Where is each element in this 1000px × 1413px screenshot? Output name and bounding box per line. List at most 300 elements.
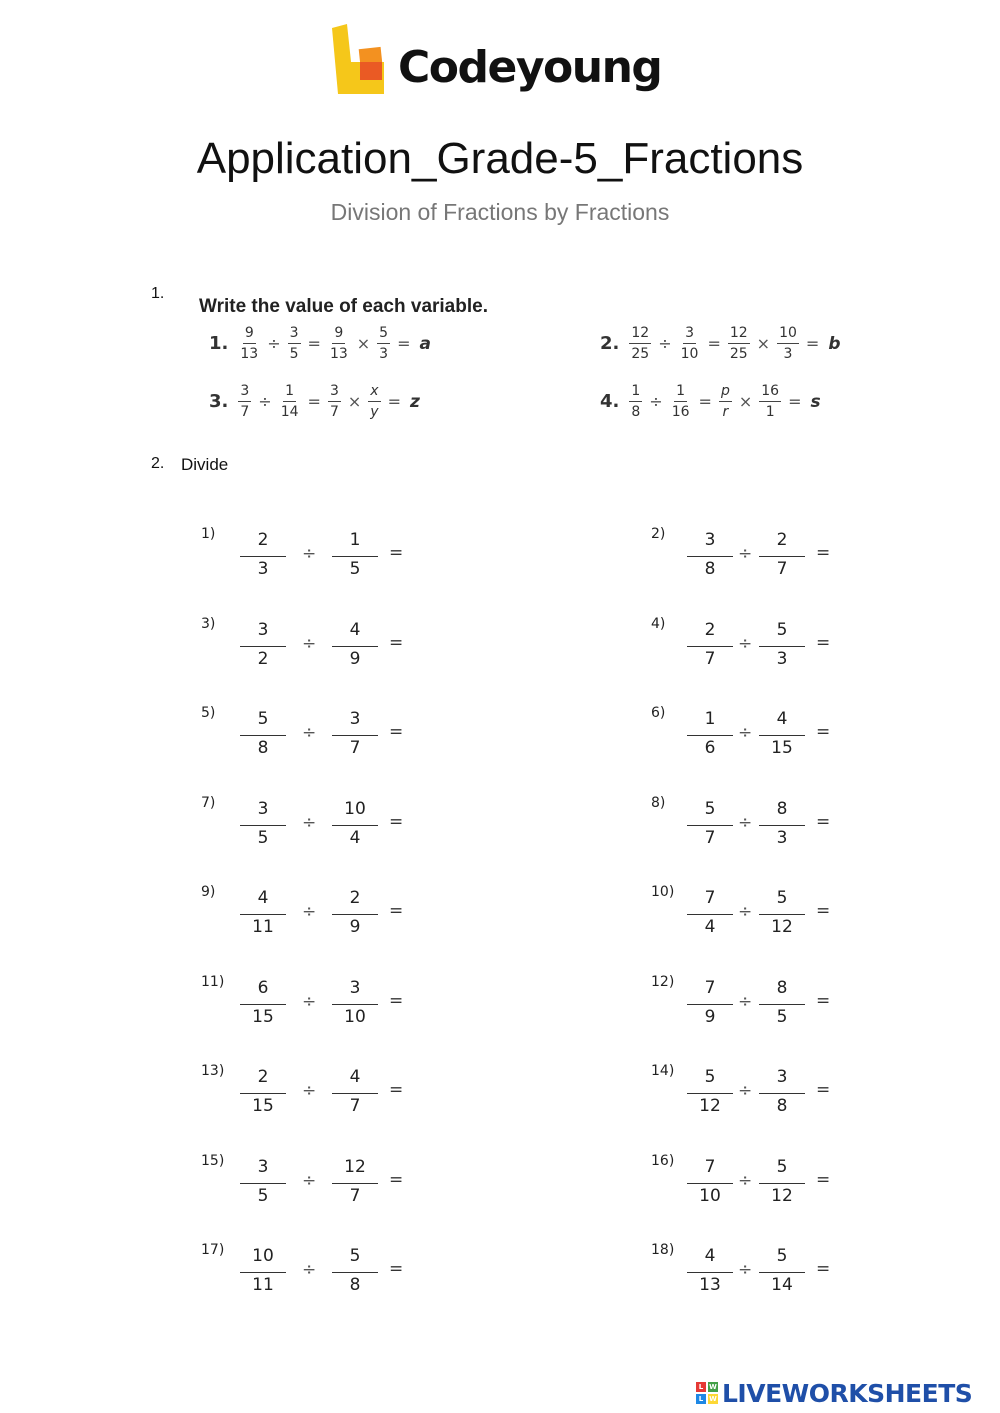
fraction-bar xyxy=(332,556,378,557)
numerator: 5 xyxy=(776,1156,788,1177)
equals-sign: = xyxy=(397,334,411,353)
numerator: 1 xyxy=(629,384,642,402)
denominator: 7 xyxy=(704,648,716,669)
fraction-bar xyxy=(332,646,378,647)
denominator: 7 xyxy=(349,1185,361,1206)
fraction-bar xyxy=(687,1004,733,1005)
variable: z xyxy=(409,391,420,412)
lw-icon-cell: W xyxy=(709,1383,717,1391)
equals-sign: = xyxy=(788,392,802,411)
problem-label: 2) xyxy=(651,526,666,542)
numerator: 3 xyxy=(683,326,696,344)
division-problem xyxy=(201,1242,461,1306)
division-problem xyxy=(201,974,461,1038)
problem-label: 10) xyxy=(651,884,675,900)
divide-sign: ÷ xyxy=(738,544,753,564)
denominator: 13 xyxy=(699,1275,721,1295)
numerator: 10 xyxy=(344,798,366,819)
fraction-bar xyxy=(240,1004,286,1005)
denominator: 1 xyxy=(765,404,775,420)
equals-sign: = xyxy=(816,990,831,1011)
equals-sign: = xyxy=(805,334,820,353)
page-title: Application_Grade-5_Fractions xyxy=(196,134,804,183)
numerator: 5 xyxy=(257,709,269,729)
division-problem xyxy=(201,526,461,590)
divide-sign: ÷ xyxy=(302,723,317,743)
problem-number: 4. xyxy=(600,391,620,412)
fraction-bar xyxy=(687,735,733,736)
fraction-bar xyxy=(240,646,286,647)
divide-sign: ÷ xyxy=(738,812,753,833)
denominator: 5 xyxy=(776,1006,788,1027)
denominator: 15 xyxy=(252,1096,274,1116)
fraction xyxy=(728,326,750,361)
numerator: 4 xyxy=(257,888,269,908)
fraction xyxy=(777,326,799,361)
denominator: 3 xyxy=(776,827,788,848)
numerator: 2 xyxy=(704,619,716,640)
fraction-bar xyxy=(332,1183,378,1184)
equals-sign: = xyxy=(816,811,831,832)
numerator: 3 xyxy=(257,1156,269,1177)
fraction-bar xyxy=(687,1272,733,1273)
fraction-bar xyxy=(759,1272,805,1273)
division-problem xyxy=(651,526,911,590)
equals-sign: = xyxy=(389,722,404,742)
fraction xyxy=(629,384,642,419)
numerator: 5 xyxy=(776,619,788,640)
fraction xyxy=(239,709,287,761)
lw-icon-cell: L xyxy=(696,1382,706,1392)
equals-sign: = xyxy=(307,392,321,411)
liveworksheets-logo xyxy=(696,1378,972,1408)
fraction xyxy=(758,888,806,940)
equals-sign: = xyxy=(816,1080,831,1100)
equals-sign: = xyxy=(707,334,721,353)
equals-sign: = xyxy=(698,392,712,411)
numerator: 1 xyxy=(674,384,687,402)
denominator: y xyxy=(370,404,379,420)
denominator: 5 xyxy=(257,1185,269,1206)
fraction xyxy=(238,384,251,419)
problem-number: 3. xyxy=(209,391,229,412)
fraction xyxy=(686,1067,734,1119)
numerator: 3 xyxy=(328,384,341,402)
fraction xyxy=(239,978,287,1030)
problem-label: 3) xyxy=(201,615,216,632)
division-problem xyxy=(651,1242,911,1306)
numerator: 1 xyxy=(349,530,361,550)
question-2-number: 2. xyxy=(151,455,165,472)
codeyoung-logo xyxy=(330,24,690,108)
divide-sign: ÷ xyxy=(302,544,317,564)
fraction xyxy=(328,384,341,419)
fraction xyxy=(719,384,732,419)
denominator: 25 xyxy=(631,346,650,362)
denominator: 3 xyxy=(776,648,788,669)
fraction-bar xyxy=(759,646,805,647)
fraction-bar xyxy=(240,1093,286,1094)
problem-label: 16) xyxy=(651,1152,675,1169)
numerator: 1 xyxy=(704,709,716,729)
fraction-bar xyxy=(240,1183,286,1184)
liveworksheets-wordmark: LIVEWORKSHEETS xyxy=(722,1378,973,1408)
numerator: 1 xyxy=(283,384,296,402)
fraction xyxy=(331,799,379,851)
divide-sign: ÷ xyxy=(649,392,663,411)
fraction xyxy=(758,1067,806,1119)
numerator: 5 xyxy=(776,888,788,908)
fraction xyxy=(686,620,734,672)
divide-sign: ÷ xyxy=(738,991,753,1012)
denominator: r xyxy=(722,404,729,420)
denominator: 12 xyxy=(771,917,793,937)
numerator: 5 xyxy=(704,798,716,819)
fraction xyxy=(686,530,734,582)
problem-label: 14) xyxy=(651,1063,675,1079)
fraction-bar xyxy=(332,1093,378,1094)
numerator: 2 xyxy=(349,888,361,908)
division-problem xyxy=(201,1063,461,1127)
numerator: 12 xyxy=(344,1156,366,1177)
numerator: x xyxy=(368,384,380,402)
equals-sign: = xyxy=(389,632,404,653)
lw-icon-cell: L xyxy=(696,1394,706,1404)
problem-label: 13) xyxy=(201,1063,225,1079)
problem-label: 11) xyxy=(201,973,225,990)
numerator: 3 xyxy=(257,798,269,819)
equals-sign: = xyxy=(816,901,831,921)
division-problem xyxy=(201,1153,461,1217)
divide-sign: ÷ xyxy=(738,1170,753,1191)
question-1-number: 1. xyxy=(151,285,165,302)
numerator: 12 xyxy=(728,326,750,344)
times-sign: × xyxy=(756,334,771,353)
denominator: 4 xyxy=(704,917,716,937)
denominator: 7 xyxy=(349,1096,361,1116)
fraction xyxy=(758,978,806,1030)
numerator: 2 xyxy=(776,530,788,550)
fraction xyxy=(239,530,287,582)
divide-sign: ÷ xyxy=(302,902,317,922)
fraction-bar xyxy=(687,556,733,557)
times-sign: × xyxy=(356,334,371,353)
page-subtitle: Division of Fractions by Fractions xyxy=(330,199,670,225)
fraction-bar xyxy=(332,914,378,915)
problem-label: 17) xyxy=(201,1242,225,1258)
denominator: 15 xyxy=(252,1006,274,1027)
denominator: 15 xyxy=(771,738,793,758)
denominator: 14 xyxy=(280,404,299,420)
fraction xyxy=(758,709,806,761)
numerator: 8 xyxy=(776,977,788,998)
fraction xyxy=(239,1067,287,1119)
divide-sign: ÷ xyxy=(302,633,317,654)
numerator: 3 xyxy=(257,619,269,640)
division-problem xyxy=(651,1063,911,1127)
fraction xyxy=(686,799,734,851)
divide-sign: ÷ xyxy=(738,723,753,743)
divide-sign: ÷ xyxy=(302,1170,317,1191)
denominator: 8 xyxy=(704,559,716,579)
denominator: 3 xyxy=(783,346,793,362)
equals-sign: = xyxy=(389,901,404,921)
numerator: p xyxy=(719,384,732,402)
fraction xyxy=(239,888,287,940)
fraction-bar xyxy=(759,825,805,826)
fraction-bar xyxy=(759,1004,805,1005)
numerator: 7 xyxy=(704,977,716,998)
divide-sign: ÷ xyxy=(302,991,317,1012)
equals-sign: = xyxy=(816,1169,831,1190)
problem-label: 18) xyxy=(651,1242,675,1258)
variable: s xyxy=(810,391,821,412)
divide-sign: ÷ xyxy=(738,1081,753,1101)
numerator: 6 xyxy=(257,977,269,998)
division-problem xyxy=(651,884,911,948)
problem-label: 1) xyxy=(201,526,216,542)
denominator: 13 xyxy=(329,346,348,362)
fraction-bar xyxy=(240,914,286,915)
denominator: 13 xyxy=(240,346,259,362)
codeyoung-logo-mark-icon xyxy=(330,24,386,98)
lw-icon-cell: W xyxy=(709,1395,717,1403)
fraction xyxy=(331,530,379,582)
numerator: 5 xyxy=(776,1246,788,1266)
fraction xyxy=(758,620,806,672)
denominator: 11 xyxy=(252,1275,274,1295)
equals-sign: = xyxy=(816,1259,831,1279)
fraction-bar xyxy=(240,556,286,557)
denominator: 12 xyxy=(699,1096,721,1116)
fraction xyxy=(279,384,301,419)
numerator: 3 xyxy=(238,384,251,402)
division-problem xyxy=(201,616,461,680)
equals-sign: = xyxy=(816,632,831,653)
fraction xyxy=(331,1067,379,1119)
fraction xyxy=(239,620,287,672)
fraction xyxy=(758,1246,806,1298)
denominator: 8 xyxy=(631,404,641,420)
numerator: 5 xyxy=(349,1246,361,1266)
denominator: 10 xyxy=(699,1185,721,1206)
problem-number: 1. xyxy=(209,333,229,354)
variable-equation xyxy=(600,384,821,419)
fraction-bar xyxy=(759,914,805,915)
denominator: 16 xyxy=(671,404,690,420)
fraction xyxy=(758,1157,806,1209)
numerator: 4 xyxy=(776,709,788,729)
question-2-label: Divide xyxy=(181,455,229,474)
denominator: 10 xyxy=(680,346,699,362)
numerator: 7 xyxy=(704,888,716,908)
fraction xyxy=(239,799,287,851)
liveworksheets-icon xyxy=(696,1382,718,1404)
equals-sign: = xyxy=(389,543,404,563)
fraction xyxy=(331,888,379,940)
numerator: 5 xyxy=(704,1067,716,1087)
numerator: 7 xyxy=(704,1156,716,1177)
variable-equation xyxy=(600,326,840,361)
division-problem xyxy=(201,705,461,769)
fraction xyxy=(679,326,701,361)
fraction-bar xyxy=(332,1272,378,1273)
divide-sign: ÷ xyxy=(258,392,272,411)
fraction xyxy=(758,530,806,582)
denominator: 7 xyxy=(329,404,339,420)
denominator: 4 xyxy=(349,827,361,848)
numerator: 9 xyxy=(243,326,256,344)
denominator: 5 xyxy=(289,346,299,362)
numerator: 12 xyxy=(629,326,651,344)
denominator: 11 xyxy=(252,917,274,937)
denominator: 7 xyxy=(240,404,250,420)
denominator: 25 xyxy=(729,346,748,362)
fraction xyxy=(288,326,301,361)
problem-label: 4) xyxy=(651,615,666,632)
denominator: 7 xyxy=(776,559,788,579)
denominator: 5 xyxy=(349,559,361,579)
denominator: 10 xyxy=(344,1006,366,1027)
problem-label: 8) xyxy=(651,794,666,811)
fraction xyxy=(328,326,350,361)
fraction-bar xyxy=(687,1093,733,1094)
denominator: 7 xyxy=(349,738,361,758)
denominator: 8 xyxy=(776,1096,788,1116)
problem-label: 6) xyxy=(651,705,666,721)
equals-sign: = xyxy=(816,543,831,563)
denominator: 9 xyxy=(349,648,361,669)
codeyoung-wordmark: Codeyoung xyxy=(398,42,662,93)
denominator: 9 xyxy=(349,917,361,937)
division-problem xyxy=(651,705,911,769)
fraction-bar xyxy=(332,1004,378,1005)
numerator: 10 xyxy=(777,326,799,344)
fraction xyxy=(331,978,379,1030)
problem-number: 2. xyxy=(600,333,620,354)
denominator: 9 xyxy=(704,1006,716,1027)
divide-sign: ÷ xyxy=(658,334,672,353)
variable: b xyxy=(828,333,841,354)
problem-label: 15) xyxy=(201,1152,225,1169)
fraction xyxy=(686,709,734,761)
numerator: 3 xyxy=(704,530,716,550)
divide-sign: ÷ xyxy=(738,1260,753,1280)
denominator: 7 xyxy=(704,827,716,848)
fraction xyxy=(686,978,734,1030)
fraction-bar xyxy=(759,735,805,736)
fraction xyxy=(238,326,260,361)
numerator: 4 xyxy=(349,1067,361,1087)
equals-sign: = xyxy=(389,990,404,1011)
numerator: 3 xyxy=(349,977,361,998)
numerator: 3 xyxy=(288,326,301,344)
fraction xyxy=(758,799,806,851)
divide-sign: ÷ xyxy=(302,1081,317,1101)
fraction xyxy=(368,384,380,419)
denominator: 3 xyxy=(257,559,269,579)
fraction xyxy=(239,1157,287,1209)
problem-label: 7) xyxy=(201,794,216,811)
numerator: 4 xyxy=(349,619,361,640)
fraction-bar xyxy=(759,1183,805,1184)
fraction-bar xyxy=(240,1272,286,1273)
fraction-bar xyxy=(332,735,378,736)
variable-equation xyxy=(209,384,420,419)
equals-sign: = xyxy=(387,392,401,411)
denominator: 8 xyxy=(349,1275,361,1295)
denominator: 12 xyxy=(771,1185,793,1206)
fraction-bar xyxy=(687,646,733,647)
fraction-bar xyxy=(759,556,805,557)
division-problem xyxy=(201,795,461,859)
fraction xyxy=(377,326,390,361)
question-1-heading: Write the value of each variable. xyxy=(199,296,488,317)
variable-equation xyxy=(209,326,431,361)
denominator: 14 xyxy=(771,1275,793,1295)
fraction xyxy=(670,384,692,419)
divide-sign: ÷ xyxy=(267,334,281,353)
divide-sign: ÷ xyxy=(302,812,317,833)
numerator: 9 xyxy=(332,326,345,344)
numerator: 10 xyxy=(252,1246,274,1266)
fraction-bar xyxy=(759,1093,805,1094)
denominator: 6 xyxy=(704,738,716,758)
numerator: 16 xyxy=(759,384,781,402)
denominator: 3 xyxy=(379,346,389,362)
division-problem xyxy=(651,795,911,859)
divide-sign: ÷ xyxy=(302,1260,317,1280)
divide-sign: ÷ xyxy=(738,902,753,922)
fraction xyxy=(686,1157,734,1209)
fraction xyxy=(759,384,781,419)
equals-sign: = xyxy=(389,811,404,832)
numerator: 3 xyxy=(349,709,361,729)
variable: a xyxy=(419,333,431,354)
numerator: 8 xyxy=(776,798,788,819)
denominator: 8 xyxy=(257,738,269,758)
division-problem xyxy=(651,1153,911,1217)
problem-label: 9) xyxy=(201,884,216,900)
fraction xyxy=(331,1157,379,1209)
fraction xyxy=(686,1246,734,1298)
fraction-bar xyxy=(687,825,733,826)
numerator: 2 xyxy=(257,530,269,550)
fraction-bar xyxy=(240,735,286,736)
fraction-bar xyxy=(687,914,733,915)
numerator: 3 xyxy=(776,1067,788,1087)
numerator: 5 xyxy=(377,326,390,344)
times-sign: × xyxy=(347,392,362,411)
division-problem xyxy=(201,884,461,948)
fraction xyxy=(331,620,379,672)
numerator: 4 xyxy=(704,1246,716,1266)
times-sign: × xyxy=(738,392,753,411)
division-problem xyxy=(651,974,911,1038)
fraction-bar xyxy=(240,825,286,826)
equals-sign: = xyxy=(389,1080,404,1100)
division-problem xyxy=(651,616,911,680)
problem-label: 5) xyxy=(201,705,216,721)
fraction xyxy=(686,888,734,940)
fraction xyxy=(239,1246,287,1298)
equals-sign: = xyxy=(816,722,831,742)
equals-sign: = xyxy=(307,334,321,353)
equals-sign: = xyxy=(389,1169,404,1190)
divide-sign: ÷ xyxy=(738,633,753,654)
fraction xyxy=(331,709,379,761)
fraction xyxy=(629,326,651,361)
